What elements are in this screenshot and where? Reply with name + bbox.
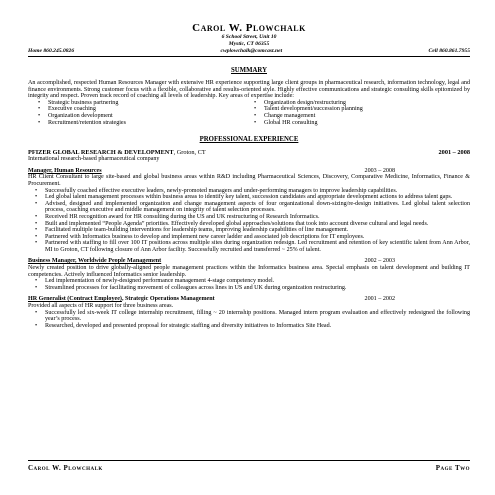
bullet-item: • Led global talent management processes within business areas to identify key talent, succession candidates and appropriate development actions to address talent gaps. bbox=[28, 194, 470, 201]
role-dates: 2001 – 2002 bbox=[364, 296, 395, 303]
bullet-item: • Led implementation of newly-designed performance management 4-stage competency model. bbox=[28, 278, 470, 285]
role-description: Provided all aspects of HR support for three business areas. bbox=[28, 303, 174, 310]
page-number: Page Two bbox=[435, 464, 470, 472]
role-department: , Strategic Operations Management bbox=[121, 296, 215, 303]
page-footer bbox=[28, 460, 470, 472]
role-title: Manager, Human Resources bbox=[28, 167, 102, 174]
bullet-item: • Received HR recognition award for HR consulting during the US and UK restructuring of Research Informatics. bbox=[28, 214, 470, 221]
role-dates: 2002 – 2003 bbox=[364, 258, 395, 265]
role-description: HR Client Consultant to large site-based and global business areas within R&D including Pharmaceutical Sciences, Discovery, Comparative Medicine, Informatics, Finance & Procurement. bbox=[28, 174, 470, 187]
skill-item: • Recruitment/retention strategies bbox=[38, 120, 254, 127]
company-name: PFIZER GLOBAL RESEARCH & DEVELOPMENT bbox=[28, 149, 174, 157]
skill-item: • Executive coaching bbox=[38, 106, 254, 113]
role-bullets bbox=[28, 188, 470, 254]
experience-heading: PROFESSIONAL EXPERIENCE bbox=[199, 136, 299, 144]
skill-item: • Organization design/restructuring bbox=[254, 100, 470, 107]
role-dates: 2003 – 2008 bbox=[364, 167, 395, 174]
skill-item: • Strategic business partnering bbox=[38, 100, 254, 107]
bullet-item: • Advised, designed and implemented organization and change management aspects of four organizational down-sizing/re-design initiatives. Led global talent selection process, coaching executive and middle management on integrity of talent selection processes. bbox=[28, 201, 470, 214]
bullet-item: • Researched, developed and presented proposal for strategic staffing and diversity initiatives to Informatics Site Head. bbox=[28, 323, 470, 330]
summary-text: An accomplished, respected Human Resources Manager with extensive HR experience supporting large client groups in pharmaceutical research, information technology, legal and finance environments. Strong customer focus with a flexible, collaborative and results-oriented style. Highly effective communications and strategic consulting skills epitomized by integrity and respect. Proven track record of coaching all levels of leadership. Key areas of expertise include: bbox=[28, 80, 470, 100]
skill-item: • Global HR consulting bbox=[254, 120, 470, 127]
header-divider bbox=[28, 56, 470, 57]
skills-list bbox=[38, 100, 470, 126]
bullet-item: • Built and implemented “People Agenda” priorities. Effectively developed global approaches/solutions that took into account diverse cultural and legal needs. bbox=[28, 221, 470, 228]
street-address: 6 School Street, Unit 10 bbox=[221, 34, 277, 40]
candidate-name: Carol W. Plowchalk bbox=[192, 22, 306, 34]
footer-divider bbox=[28, 460, 470, 461]
contact-row bbox=[28, 48, 470, 55]
bullet-item: • Partnered with Informatics business to develop and implement new career ladder and associated job descriptions for IT employees. bbox=[28, 234, 470, 241]
bullet-item: • Facilitated multiple team-building interventions for leadership teams, improving leadership capabilities of line management. bbox=[28, 227, 470, 234]
role-bullets bbox=[28, 310, 470, 330]
cell-phone: Cell 860.861.7955 bbox=[428, 48, 470, 54]
skill-item: • Change management bbox=[254, 113, 470, 120]
home-phone: Home 860.245.0826 bbox=[28, 48, 75, 54]
resume-page bbox=[28, 22, 470, 329]
footer-name: Carol W. Plowchalk bbox=[28, 464, 103, 472]
role-description: Newly created position to drive globally-aligned people management practices within the Informatics business area. Special emphasis on talent development and building IT competencies. Actively influenced Informatics senior leadership. bbox=[28, 265, 470, 278]
company-dates: 2001 – 2008 bbox=[438, 149, 470, 157]
email-address: cwplowchalk@comcast.net bbox=[220, 48, 283, 54]
role-title: Business Manager, Worldwide People Management bbox=[28, 258, 162, 265]
company-line bbox=[28, 149, 470, 156]
role-bullets bbox=[28, 278, 470, 291]
bullet-item: • Successfully coached effective executive leaders, newly-promoted managers and under-performing managers to improve leadership capabilities. bbox=[28, 188, 470, 195]
bullet-item: • Partnered with staffing to fill over 100 IT positions across multiple sites during organization redesign. Led recruitment and retention of key scientific talent from Ann Arbor, MI to Groton, CT following closure of Ann Arbor facility. Successfully recruited and transferred ~ 25% of talent. bbox=[28, 240, 470, 253]
footer-row bbox=[28, 464, 470, 472]
skill-item: • Organization development bbox=[38, 113, 254, 120]
company-location: , Groton, CT bbox=[173, 149, 206, 157]
bullet-item: • Streamlined processes for facilitating movement of colleagues across lines in US and UK during organization restructuring. bbox=[28, 285, 470, 292]
summary-heading: SUMMARY bbox=[230, 67, 267, 74]
bullet-item: • Successfully led six-week IT college internship recruitment, filling ~ 20 internship positions. Managed intern program evaluation and effectively redesigned the following year’s process. bbox=[28, 310, 470, 323]
role-title: HR Generalist (Contract Employee) bbox=[28, 296, 122, 303]
skill-item: • Talent development/succession planning bbox=[254, 106, 470, 113]
city-address: Mystic, CT 06355 bbox=[228, 40, 270, 47]
company-description: International research-based pharmaceutical company bbox=[28, 156, 160, 163]
